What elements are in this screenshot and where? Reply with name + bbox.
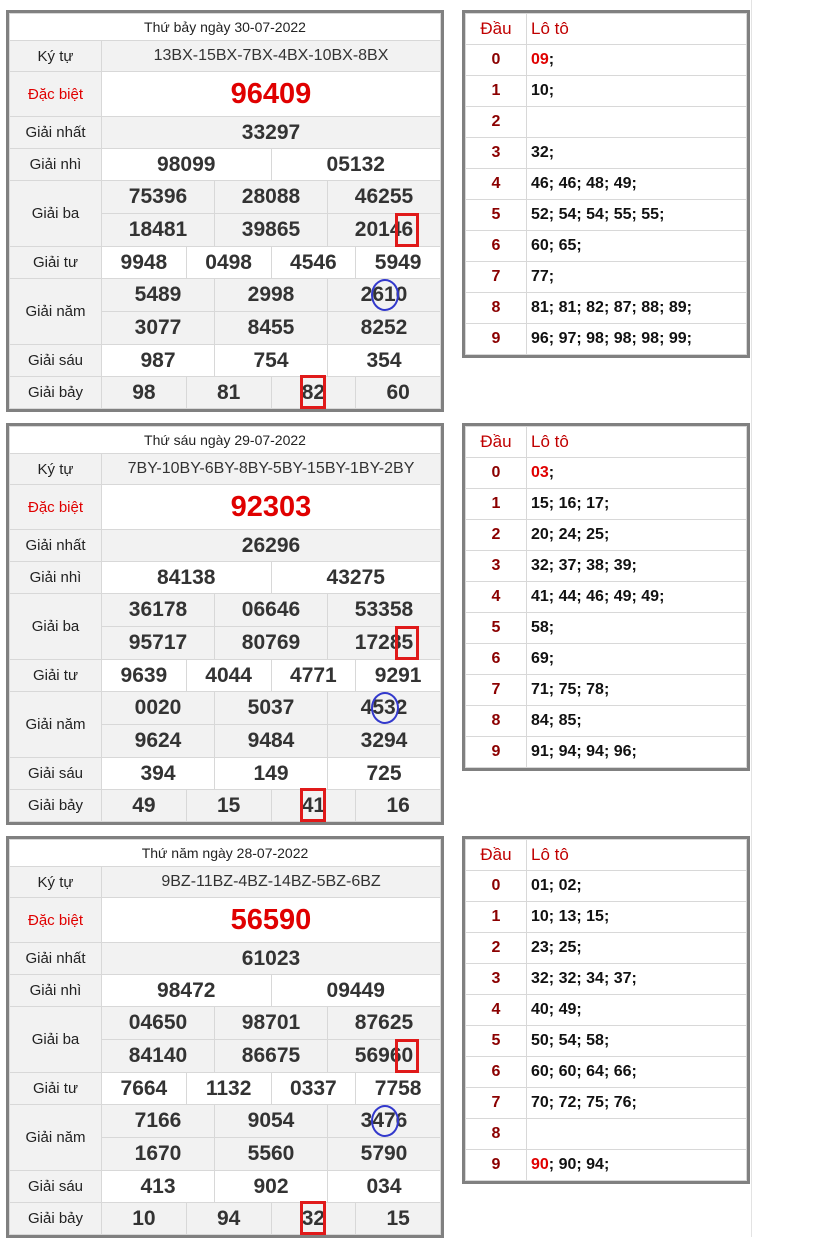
dau-header: Đầu (466, 14, 527, 45)
loto-numbers (527, 231, 747, 262)
date-header: Thứ sáu ngày 29-07-2022 (10, 427, 441, 454)
loto-numbers (527, 262, 747, 293)
loto-rest: 32; 32; 34; 37; (531, 970, 637, 987)
label-giai-tu: Giải tư (10, 247, 102, 279)
loto-numbers (527, 1150, 747, 1181)
fifth-prize-value: 8455 (215, 312, 328, 345)
loto-numbers (527, 458, 747, 489)
dau-digit: 5 (466, 613, 527, 644)
label-giai-bay: Giải bảy (10, 790, 102, 822)
loto-row (466, 995, 747, 1026)
loto-row (466, 520, 747, 551)
label-giai-sau: Giải sáu (10, 345, 102, 377)
loto-rest: 23; 25; (531, 939, 582, 956)
loto-row (466, 1057, 747, 1088)
third-prize-value: 80769 (215, 627, 328, 660)
dau-digit: 8 (466, 706, 527, 737)
fifth-prize-value: 7166 (102, 1105, 215, 1138)
label-giai-ba: Giải ba (10, 1007, 102, 1073)
first-prize-value: 26296 (102, 530, 441, 562)
loto-rest: 69; (531, 650, 555, 667)
fourth-prize-value: 1132 (186, 1073, 271, 1105)
seventh-prize-value: 94 (186, 1203, 271, 1235)
loto-row (466, 1150, 747, 1181)
loto-numbers (527, 45, 747, 76)
result-table-1 (6, 423, 444, 825)
fourth-prize-value: 9291 (356, 660, 441, 692)
label-giai-ba: Giải ba (10, 181, 102, 247)
fifth-prize-value: 5037 (215, 692, 328, 725)
loto-row (466, 933, 747, 964)
loto-rest: 40; 49; (531, 1001, 582, 1018)
loto-rest: 96; 97; 98; 98; 98; 99; (531, 330, 692, 347)
dau-digit: 7 (466, 675, 527, 706)
result-table-0 (6, 10, 444, 412)
third-prize-value: 04650 (102, 1007, 215, 1040)
second-prize-value: 09449 (271, 975, 441, 1007)
third-prize-value: 39865 (215, 214, 328, 247)
first-prize-value: 33297 (102, 117, 441, 149)
loto-rest: 10; 13; 15; (531, 908, 610, 925)
dau-digit: 7 (466, 1088, 527, 1119)
loto-row (466, 169, 747, 200)
fourth-prize-value: 4044 (186, 660, 271, 692)
second-prize-value: 43275 (271, 562, 441, 594)
loto-rest: 81; 81; 82; 87; 88; 89; (531, 299, 692, 316)
loto-numbers (527, 1057, 747, 1088)
loto-row (466, 902, 747, 933)
fourth-prize-value: 0498 (186, 247, 271, 279)
fifth-prize-value: 2998 (215, 279, 328, 312)
label-giai-tu: Giải tư (10, 1073, 102, 1105)
loto-highlight: 90 (531, 1156, 549, 1173)
third-prize-value: 86675 (215, 1040, 328, 1073)
loto-numbers (527, 200, 747, 231)
loto-rest: ; (548, 464, 555, 481)
sixth-prize-value: 394 (102, 758, 215, 790)
loto-row (466, 964, 747, 995)
loto-rest: 46; 46; 48; 49; (531, 175, 637, 192)
label-giai-sau: Giải sáu (10, 1171, 102, 1203)
fourth-prize-value: 9948 (102, 247, 187, 279)
loto-numbers (527, 902, 747, 933)
dau-digit: 6 (466, 231, 527, 262)
loto-numbers (527, 489, 747, 520)
dau-digit: 2 (466, 520, 527, 551)
fifth-prize-value: 3294 (328, 725, 441, 758)
fourth-prize-value: 4546 (271, 247, 356, 279)
loto-row (466, 675, 747, 706)
label-dac-biet: Đặc biệt (10, 898, 102, 943)
third-prize-value: 06646 (215, 594, 328, 627)
loto-row (466, 324, 747, 355)
label-giai-tu: Giải tư (10, 660, 102, 692)
label-giai-nhi: Giải nhì (10, 562, 102, 594)
dau-digit: 3 (466, 551, 527, 582)
seventh-prize-value: 16 (356, 790, 441, 822)
dau-digit: 9 (466, 737, 527, 768)
fifth-prize-value: 8252 (328, 312, 441, 345)
loto-numbers (527, 675, 747, 706)
seventh-prize-value: 81 (186, 377, 271, 409)
dau-digit: 3 (466, 964, 527, 995)
loto-rest: 70; 72; 75; 76; (531, 1094, 637, 1111)
fifth-prize-value: 3476 (328, 1105, 441, 1138)
dau-digit: 3 (466, 138, 527, 169)
dau-digit: 8 (466, 293, 527, 324)
loto-numbers (527, 138, 747, 169)
dau-digit: 5 (466, 200, 527, 231)
third-prize-value: 84140 (102, 1040, 215, 1073)
fifth-prize-value: 5489 (102, 279, 215, 312)
sixth-prize-value: 725 (328, 758, 441, 790)
dau-digit: 7 (466, 262, 527, 293)
fifth-prize-value: 9054 (215, 1105, 328, 1138)
loto-row (466, 871, 747, 902)
seventh-prize-value: 41 (271, 790, 356, 822)
seventh-prize-value: 15 (186, 790, 271, 822)
loto-highlight: 09 (531, 51, 549, 68)
seventh-prize-value: 82 (271, 377, 356, 409)
seventh-prize-value: 10 (102, 1203, 187, 1235)
label-giai-nhi: Giải nhì (10, 975, 102, 1007)
third-prize-value: 56960 (328, 1040, 441, 1073)
second-prize-value: 98099 (102, 149, 272, 181)
ky-tu-value: 7BY-10BY-6BY-8BY-5BY-15BY-1BY-2BY (102, 454, 441, 485)
loto-numbers (527, 995, 747, 1026)
loto-row (466, 76, 747, 107)
fifth-prize-value: 1670 (102, 1138, 215, 1171)
sixth-prize-value: 034 (328, 1171, 441, 1203)
third-prize-value: 98701 (215, 1007, 328, 1040)
second-prize-value: 05132 (271, 149, 441, 181)
third-prize-value: 18481 (102, 214, 215, 247)
dau-digit: 0 (466, 871, 527, 902)
loto-row (466, 706, 747, 737)
seventh-prize-value: 60 (356, 377, 441, 409)
fourth-prize-value: 5949 (356, 247, 441, 279)
loto-rest: 32; 37; 38; 39; (531, 557, 637, 574)
fourth-prize-value: 9639 (102, 660, 187, 692)
dau-header: Đầu (466, 840, 527, 871)
seventh-prize-value: 15 (356, 1203, 441, 1235)
date-header: Thứ năm ngày 28-07-2022 (10, 840, 441, 867)
dau-digit: 4 (466, 582, 527, 613)
loto-header: Lô tô (527, 14, 747, 45)
third-prize-value: 28088 (215, 181, 328, 214)
loto-numbers (527, 706, 747, 737)
sixth-prize-value: 354 (328, 345, 441, 377)
loto-row (466, 107, 747, 138)
loto-row (466, 293, 747, 324)
fifth-prize-value: 3077 (102, 312, 215, 345)
fifth-prize-value: 9484 (215, 725, 328, 758)
label-ky-tu: Ký tự (10, 41, 102, 72)
label-giai-nhat: Giải nhất (10, 530, 102, 562)
dau-digit: 1 (466, 902, 527, 933)
dau-digit: 0 (466, 45, 527, 76)
loto-rest: 60; 60; 64; 66; (531, 1063, 637, 1080)
loto-numbers (527, 551, 747, 582)
seventh-prize-value: 32 (271, 1203, 356, 1235)
loto-row (466, 458, 747, 489)
dau-digit: 1 (466, 76, 527, 107)
loto-rest: 10; (531, 82, 555, 99)
fourth-prize-value: 7758 (356, 1073, 441, 1105)
dau-digit: 5 (466, 1026, 527, 1057)
fourth-prize-value: 0337 (271, 1073, 356, 1105)
loto-highlight: 03 (531, 464, 549, 481)
dau-digit: 8 (466, 1119, 527, 1150)
loto-numbers (527, 520, 747, 551)
sixth-prize-value: 754 (215, 345, 328, 377)
loto-rest: 15; 16; 17; (531, 495, 610, 512)
dau-digit: 4 (466, 995, 527, 1026)
loto-row (466, 1026, 747, 1057)
dau-digit: 2 (466, 107, 527, 138)
dau-digit: 0 (466, 458, 527, 489)
dau-digit: 9 (466, 1150, 527, 1181)
loto-header: Lô tô (527, 840, 747, 871)
loto-numbers (527, 76, 747, 107)
label-dac-biet: Đặc biệt (10, 485, 102, 530)
fifth-prize-value: 4532 (328, 692, 441, 725)
loto-numbers (527, 737, 747, 768)
third-prize-value: 17285 (328, 627, 441, 660)
loto-rest: 77; (531, 268, 555, 285)
loto-row (466, 613, 747, 644)
loto-rest: 52; 54; 54; 55; 55; (531, 206, 665, 223)
loto-numbers (527, 933, 747, 964)
loto-row (466, 262, 747, 293)
loto-numbers (527, 107, 747, 138)
fifth-prize-value: 5560 (215, 1138, 328, 1171)
label-ky-tu: Ký tự (10, 867, 102, 898)
loto-rest: 32; (531, 144, 555, 161)
loto-row (466, 1088, 747, 1119)
label-ky-tu: Ký tự (10, 454, 102, 485)
dau-digit: 1 (466, 489, 527, 520)
fifth-prize-value: 0020 (102, 692, 215, 725)
label-giai-nhat: Giải nhất (10, 943, 102, 975)
loto-rest: ; (548, 51, 555, 68)
dau-digit: 6 (466, 644, 527, 675)
label-giai-ba: Giải ba (10, 594, 102, 660)
loto-rest: 71; 75; 78; (531, 681, 610, 698)
loto-numbers (527, 324, 747, 355)
loto-row (466, 45, 747, 76)
loto-rest: 20; 24; 25; (531, 526, 610, 543)
second-prize-value: 98472 (102, 975, 272, 1007)
label-giai-nam: Giải năm (10, 279, 102, 345)
label-dac-biet: Đặc biệt (10, 72, 102, 117)
dau-digit: 2 (466, 933, 527, 964)
loto-row (466, 737, 747, 768)
loto-numbers (527, 613, 747, 644)
third-prize-value: 20146 (328, 214, 441, 247)
third-prize-value: 53358 (328, 594, 441, 627)
loto-row (466, 551, 747, 582)
third-prize-value: 46255 (328, 181, 441, 214)
loto-row (466, 138, 747, 169)
special-prize-value: 96409 (102, 72, 441, 117)
loto-numbers (527, 964, 747, 995)
label-giai-bay: Giải bảy (10, 1203, 102, 1235)
ky-tu-value: 9BZ-11BZ-4BZ-14BZ-5BZ-6BZ (102, 867, 441, 898)
loto-numbers (527, 293, 747, 324)
loto-rest: 41; 44; 46; 49; 49; (531, 588, 665, 605)
loto-numbers (527, 644, 747, 675)
loto-rest: 91; 94; 94; 96; (531, 743, 637, 760)
loto-numbers (527, 1088, 747, 1119)
third-prize-value: 87625 (328, 1007, 441, 1040)
loto-row (466, 1119, 747, 1150)
loto-row (466, 200, 747, 231)
fourth-prize-value: 7664 (102, 1073, 187, 1105)
result-table-2 (6, 836, 444, 1238)
label-giai-bay: Giải bảy (10, 377, 102, 409)
loto-numbers (527, 871, 747, 902)
ky-tu-value: 13BX-15BX-7BX-4BX-10BX-8BX (102, 41, 441, 72)
fourth-prize-value: 4771 (271, 660, 356, 692)
sixth-prize-value: 149 (215, 758, 328, 790)
loto-row (466, 644, 747, 675)
loto-header: Lô tô (527, 427, 747, 458)
first-prize-value: 61023 (102, 943, 441, 975)
loto-row (466, 582, 747, 613)
loto-rest: 58; (531, 619, 555, 636)
sixth-prize-value: 413 (102, 1171, 215, 1203)
loto-table-0 (462, 10, 750, 358)
loto-rest: 60; 65; (531, 237, 582, 254)
loto-rest: 50; 54; 58; (531, 1032, 610, 1049)
loto-rest: 01; 02; (531, 877, 582, 894)
sixth-prize-value: 902 (215, 1171, 328, 1203)
dau-digit: 9 (466, 324, 527, 355)
loto-numbers (527, 1026, 747, 1057)
page-divider (751, 0, 752, 1237)
loto-row (466, 231, 747, 262)
date-header: Thứ bảy ngày 30-07-2022 (10, 14, 441, 41)
loto-numbers (527, 169, 747, 200)
dau-digit: 6 (466, 1057, 527, 1088)
dau-digit: 4 (466, 169, 527, 200)
dau-header: Đầu (466, 427, 527, 458)
sixth-prize-value: 987 (102, 345, 215, 377)
label-giai-nam: Giải năm (10, 692, 102, 758)
seventh-prize-value: 98 (102, 377, 187, 409)
special-prize-value: 56590 (102, 898, 441, 943)
loto-table-1 (462, 423, 750, 771)
loto-numbers (527, 582, 747, 613)
fifth-prize-value: 5790 (328, 1138, 441, 1171)
second-prize-value: 84138 (102, 562, 272, 594)
label-giai-nhi: Giải nhì (10, 149, 102, 181)
fifth-prize-value: 9624 (102, 725, 215, 758)
third-prize-value: 75396 (102, 181, 215, 214)
loto-row (466, 489, 747, 520)
third-prize-value: 95717 (102, 627, 215, 660)
loto-rest: ; 90; 94; (548, 1156, 610, 1173)
label-giai-sau: Giải sáu (10, 758, 102, 790)
label-giai-nhat: Giải nhất (10, 117, 102, 149)
third-prize-value: 36178 (102, 594, 215, 627)
seventh-prize-value: 49 (102, 790, 187, 822)
label-giai-nam: Giải năm (10, 1105, 102, 1171)
special-prize-value: 92303 (102, 485, 441, 530)
loto-numbers (527, 1119, 747, 1150)
loto-rest: 84; 85; (531, 712, 582, 729)
loto-table-2 (462, 836, 750, 1184)
fifth-prize-value: 2610 (328, 279, 441, 312)
